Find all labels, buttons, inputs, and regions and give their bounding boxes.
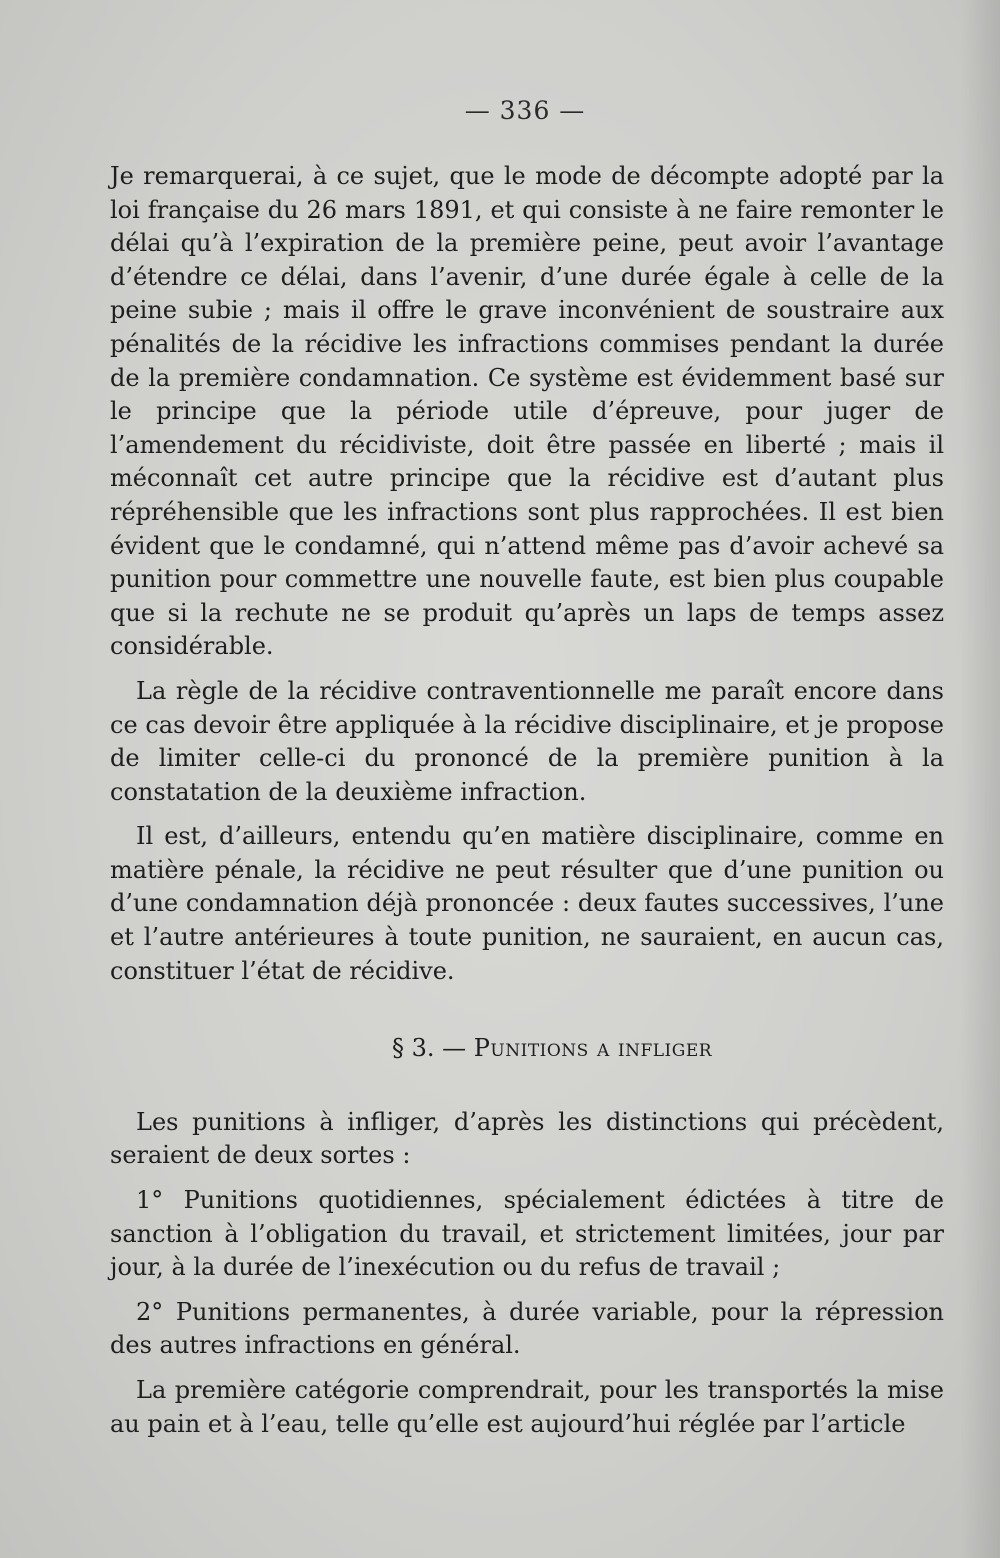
section-number: § 3. —	[391, 1034, 467, 1063]
list-item: 1° Punitions quotidiennes, spécialement édictées à titre de sanction à l’obligation du travail, et strictement limitées, jour par jour, à la durée de l’inexécution ou du refus de travail ;	[110, 1186, 944, 1282]
paragraph: La règle de la récidive contraventionnelle me paraît encore dans ce cas devoir être appliquée à la récidive disciplinaire, et je propose de limiter celle-ci du prononcé de la première punition à la constatation de la deuxième infraction.	[110, 676, 944, 806]
paragraph: Il est, d’ailleurs, entendu qu’en matière disciplinaire, comme en matière pénale, la récidive ne peut résulter que d’une punition ou d’une condamnation déjà prononcée : deux fautes successives, l’une et l’autre antérieures à toute punition, ne sauraient, en aucun cas, constituer l’état de récidive.	[110, 822, 944, 985]
page-number: — 336 —	[464, 96, 586, 125]
paragraph: La première catégorie comprendrait, pour les transportés la mise au pain et à l’eau, telle qu’elle est aujourd’hui réglée par l’article	[110, 1376, 944, 1438]
paragraph: Les punitions à infliger, d’après les distinctions qui précèdent, seraient de deux sortes :	[110, 1107, 944, 1170]
paragraph: Je remarquerai, à ce sujet, que le mode de décompte adopté par la loi française du 26 mars 1891, et qui consiste à ne faire remonter le délai qu’à l’expiration de la première peine, peut avoir l’avantage d’étendre ce délai, dans l’avenir, d’une durée égale à celle de la peine subie ; mais il offre le grave inconvénient de soustraire aux pénalités de la récidive les infractions commises pendant la durée de la première condamnation. Ce système est évidemment basé sur le principe que la période utile d’épreuve, pour juger de l’amendement du récidiviste, doit être passée en liberté ; mais il méconnaît cet autre principe que la récidive est d’autant plus répréhensible que les infractions sont plus rapprochées. Il est bien évident que le condamné, qui n’attend même pas d’avoir achevé sa punition pour commettre une nouvelle faute, est bien plus coupable que si la rechute ne se produit qu’après un laps de temps assez considérable.	[110, 162, 944, 661]
list-item: 2° Punitions permanentes, à durée variable, pour la répression des autres infractions en général.	[110, 1297, 944, 1360]
section-heading	[110, 1032, 944, 1066]
body-text	[110, 160, 944, 1441]
section-title: Punitions a infliger	[473, 1034, 713, 1063]
page-edge-shadow	[960, 0, 1000, 1558]
